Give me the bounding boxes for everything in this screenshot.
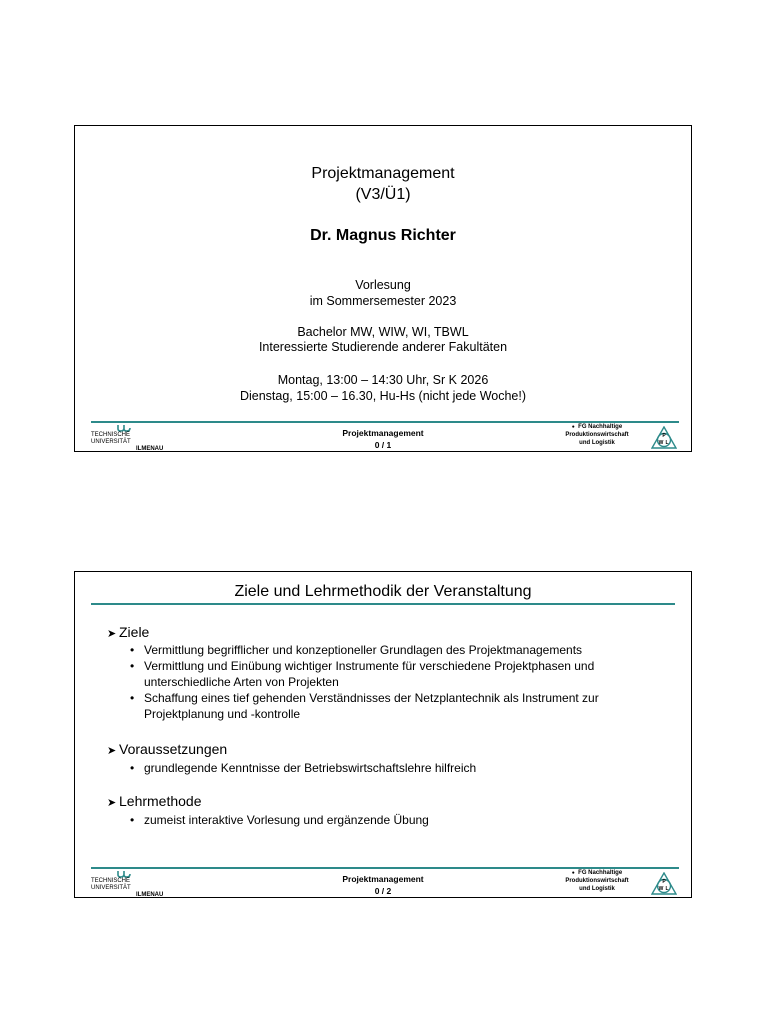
audience-line-1: Bachelor MW, WIW, WI, TBWL xyxy=(297,325,469,339)
department-line1: FG Nachhaltige xyxy=(578,424,623,430)
section-lehrmethode xyxy=(107,793,202,812)
svg-text:L: L xyxy=(665,440,669,446)
department-line3: und Logistik xyxy=(579,440,615,446)
section-title: Voraussetzungen xyxy=(119,741,228,757)
voraussetzungen-list xyxy=(130,760,670,776)
department-line3: und Logistik xyxy=(579,886,615,892)
section-title: Lehrmethode xyxy=(119,793,202,809)
footer-course-title: Projektmanagement xyxy=(342,874,424,884)
title-slide xyxy=(74,125,692,452)
section-voraussetzungen xyxy=(107,741,227,760)
pwl-logo-icon xyxy=(651,426,677,454)
course-semester: im Sommersemester 2023 xyxy=(309,294,457,308)
svg-text:P: P xyxy=(662,433,666,439)
university-name-line2: ILMENAU xyxy=(136,446,164,452)
svg-text:L: L xyxy=(665,886,669,892)
section-ziele xyxy=(107,624,149,643)
list-item: • grundlegende Kenntnisse der Betriebswirtschaftslehre hilfreich xyxy=(130,761,477,775)
department-name: ● FG Nachhaltige Produktionswirtschaft und Logistik xyxy=(552,423,642,447)
arrow-bullet-icon: ➤ xyxy=(107,745,117,757)
footer-page-number: 0 / 2 xyxy=(374,886,392,896)
course-type: Vorlesung xyxy=(355,278,411,292)
lecturer-name: Dr. Magnus Richter xyxy=(310,227,456,244)
audience-line-2: Interessierte Studierende anderer Fakultäten xyxy=(258,340,508,354)
schedule-line-1: Montag, 13:00 – 14:30 Uhr, Sr K 2026 xyxy=(277,373,489,387)
department-name: ● FG Nachhaltige Produktionswirtschaft und Logistik xyxy=(552,869,642,893)
department-line1: FG Nachhaltige xyxy=(578,870,623,876)
course-title: Projektmanagement xyxy=(311,165,455,182)
footer-page-number: 0 / 1 xyxy=(374,440,392,450)
svg-text:W: W xyxy=(658,886,664,892)
content-slide xyxy=(74,571,692,898)
heading-divider xyxy=(91,603,675,605)
list-item: • Vermittlung und Einübung wichtiger Instrumente für verschiedene Projektphasen und unterschiedliche Arten von Projekten xyxy=(130,659,595,689)
course-code: (V3/Ü1) xyxy=(355,186,411,203)
slide-heading: Ziele und Lehrmethodik der Veranstaltung xyxy=(234,583,532,600)
svg-text:W: W xyxy=(658,440,664,446)
footer-course-title: Projektmanagement xyxy=(342,428,424,438)
lehrmethode-list xyxy=(130,812,670,828)
ziele-list xyxy=(130,642,670,722)
university-name-line1: TECHNISCHE UNIVERSITÄT xyxy=(91,432,131,445)
svg-text:P: P xyxy=(662,879,666,885)
list-item: • Schaffung eines tief gehenden Verständnisses der Netzplantechnik als Instrument zur Projektplanung und -kontrolle xyxy=(130,691,599,721)
arrow-bullet-icon: ➤ xyxy=(107,797,117,809)
list-item: • Vermittlung begrifflicher und konzeptioneller Grundlagen des Projektmanagements xyxy=(130,643,583,657)
list-item: • zumeist interaktive Vorlesung und ergänzende Übung xyxy=(130,813,429,827)
pwl-logo-icon xyxy=(651,872,677,900)
department-line2: Produktionswirtschaft xyxy=(565,878,629,884)
department-line2: Produktionswirtschaft xyxy=(565,432,629,438)
schedule-line-2: Dienstag, 15:00 – 16.30, Hu-Hs (nicht jede Woche!) xyxy=(239,389,527,403)
section-title: Ziele xyxy=(119,624,150,640)
arrow-bullet-icon: ➤ xyxy=(107,628,117,640)
university-name-line2: ILMENAU xyxy=(136,892,164,898)
university-name-line1: TECHNISCHE UNIVERSITÄT xyxy=(91,878,131,891)
